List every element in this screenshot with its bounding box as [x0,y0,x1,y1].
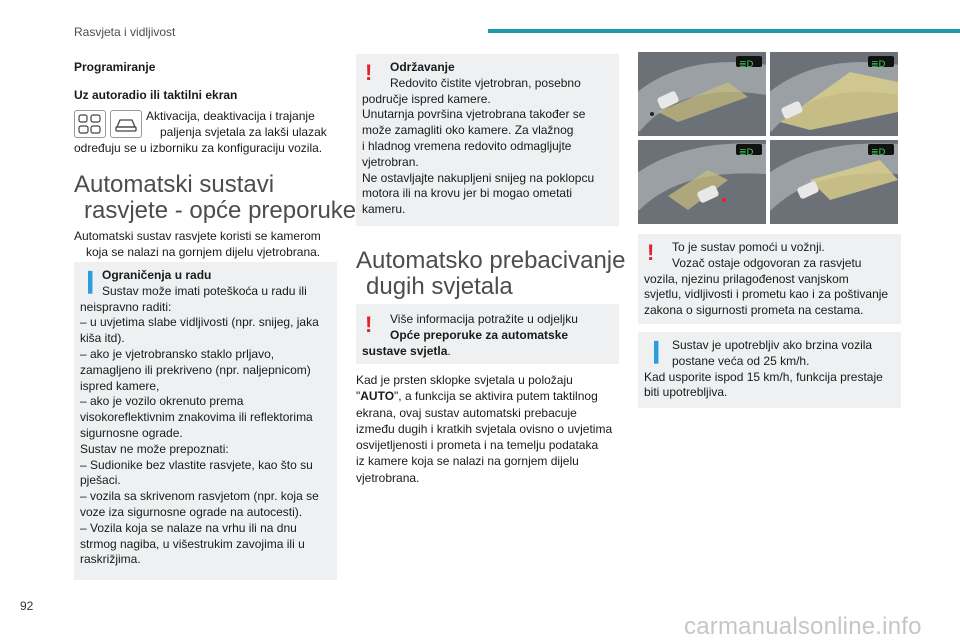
info-icon: ❙ [647,338,666,363]
high-beam-title [356,248,625,300]
driving-aid-box [638,234,901,324]
audio-title: Uz autoradio ili taktilni ekran [74,88,238,102]
limitations-line: zamagljeno ili prekriveno (npr. naljepnicom) [80,362,311,377]
limitations-line: strmog nagiba, u višestrukim zavojima ili u [80,536,305,551]
limitations-line: Sustav ne može prepoznati: [80,441,229,456]
limitations-line: – Sudionike bez vlastite rasvjete, kao što su [80,457,313,472]
high-beam-indicator-icon [736,56,762,67]
high-beam-body [356,372,620,486]
svg-text:≣D: ≣D [871,148,886,157]
warning-icon: ! [365,60,373,85]
maintenance-line: Redovito čistite vjetrobran, posebno [390,75,581,90]
speed-line: Sustav je upotrebljiv ako brzina vozila [672,338,873,352]
limitations-line: voze iza sigurnosne ograde na autocesti). [80,504,303,519]
maintenance-line: Ne ostavljajte nakupljeni snijeg na poklopcu [362,170,595,185]
high-beam-title-line-1: Automatsko prebacivanje [356,247,626,274]
svg-text:≣D: ≣D [871,60,886,69]
body-line: ", a funkcija se aktivira putem taktilnog [394,389,598,404]
header-accent-bar [488,29,960,33]
limitations-text [74,268,334,568]
page-number: 92 [20,599,34,613]
speed-line: biti upotrebljiva. [644,385,728,400]
body-line: između dugih i kratkih svjetala ovisno o uvjetima [356,421,613,436]
auto-lighting-text-line-1: Automatski sustav rasvjete koristi se kamerom [74,229,321,243]
warning-icon: ! [647,240,655,265]
high-beam-title-line-2: dugih svjetala [366,273,513,300]
body-auto-label: AUTO [360,389,395,404]
maintenance-line: vjetrobran. [362,154,419,169]
scene-illustration-1 [638,52,766,136]
scene-illustration-4 [770,140,898,224]
info-icon: ❙ [81,268,100,293]
more-info-line-2: Opće preporuke za automatske [390,327,569,342]
more-info-line-3: sustave svjetla [362,343,448,358]
maintenance-line: kameru. [362,202,406,217]
speed-text [644,338,900,401]
lighting-control-icon [74,110,106,138]
limitations-line: sigurnosne ograde. [80,425,183,440]
auto-lighting-title-line-1: Automatski sustavi [74,171,275,198]
limitations-line: neispravno raditi: [80,299,172,314]
auto-lighting-title-line-2: rasvjete - opće preporuke [84,197,357,224]
limitations-line: – u uvjetima slabe vidljivosti (npr. snijeg, jaka [80,315,319,330]
body-line: vjetrobrana. [356,470,420,485]
maintenance-text [362,60,616,218]
high-beam-indicator-icon [736,144,762,155]
more-info-line-1: Više informacija potražite u odjeljku [390,312,578,326]
maintenance-line: i hladnog vremena redovito odmagljujte [362,138,572,153]
body-line: Kad je prsten sklopke svjetala u položaju [356,373,573,387]
limitations-line: kiša itd). [80,331,125,346]
limitations-title: Ograničenja u radu [102,268,212,282]
svg-text:≣D: ≣D [739,148,754,157]
section-header: Rasvjeta i vidljivost [74,25,176,39]
limitations-line: visokoreflektivnim znakovima ili reflektorima [80,410,313,425]
driving-aid-line: zakona o sigurnosti prometa na cestama. [644,303,864,318]
driving-aid-line: svjetlu, vidljivosti i prometu kao i za poštivanje [644,287,889,302]
limitations-box [74,262,337,580]
audio-text-line-3: određuju se u izborniku za konfiguraciju vozila. [74,141,323,155]
programming-title: Programiranje [74,60,156,74]
scene-illustration-3 [638,140,766,224]
driving-aid-line: To je sustav pomoći u vožnji. [672,240,825,254]
maintenance-line: područje ispred kamere. [362,91,491,106]
maintenance-line: motora ili na krovu jer bi mogao ometati [362,186,573,201]
limitations-line: ispred kamere, [80,378,160,393]
maintenance-line: može zamagliti oko kamere. Za vlažnog [362,123,574,138]
limitations-line: raskrižjima. [80,552,141,567]
watermark: carmanualsonline.info [684,613,922,640]
speed-line: postane veća od 25 km/h. [672,353,810,368]
driving-aid-line: Vozač ostaje odgovoran za rasvjetu [672,255,862,270]
speed-box [638,332,901,408]
car-front-icon [110,110,142,138]
limitations-line: pješaci. [80,473,121,488]
limitations-line: – ako je vjetrobransko staklo prljavo, [80,346,275,361]
high-beam-indicator-icon [868,144,894,155]
warning-icon: ! [365,312,373,337]
scene-illustration-2 [770,52,898,136]
body-line: osvijetljenosti i prometa i na temelju podataka [356,438,599,453]
body-line: iz kamere koja se nalazi na gornjem dijelu [356,454,579,469]
auto-lighting-text-line-2: koja se nalazi na gornjem dijelu vjetrobrana. [86,245,321,259]
maintenance-box [356,54,619,226]
maintenance-title: Održavanje [390,60,455,74]
auto-lighting-title [74,172,356,224]
speed-line: Kad usporite ispod 15 km/h, funkcija prestaje [644,369,883,384]
limitations-line: – Vozila koja se nalaze na vrhu ili na dnu [80,520,297,535]
svg-text:≣D: ≣D [739,60,754,69]
more-info-text [362,312,616,359]
audio-text-line-2: paljenja svjetala za lakši ulazak [160,125,327,139]
more-info-box [356,304,619,364]
body-quote-open: " [356,389,361,404]
body-line: ekrana, ovaj sustav automatski prebacuje [356,405,577,420]
limitations-line: – vozila sa skrivenom rasvjetom (npr. koja se [80,489,319,504]
limitations-line: – ako je vozilo okrenuto prema [80,394,244,409]
high-beam-indicator-icon [868,56,894,67]
audio-text-line-1: Aktivacija, deaktivacija i trajanje [146,109,315,123]
driving-aid-line: vozila, njezinu prilagođenost vanjskom [644,271,849,286]
driving-aid-text [644,240,900,319]
more-info-line-3-end: . [447,343,451,358]
maintenance-line: Unutarnja površina vjetrobrana također se [362,107,586,122]
limitations-line: Sustav može imati poteškoća u radu ili [102,283,307,298]
